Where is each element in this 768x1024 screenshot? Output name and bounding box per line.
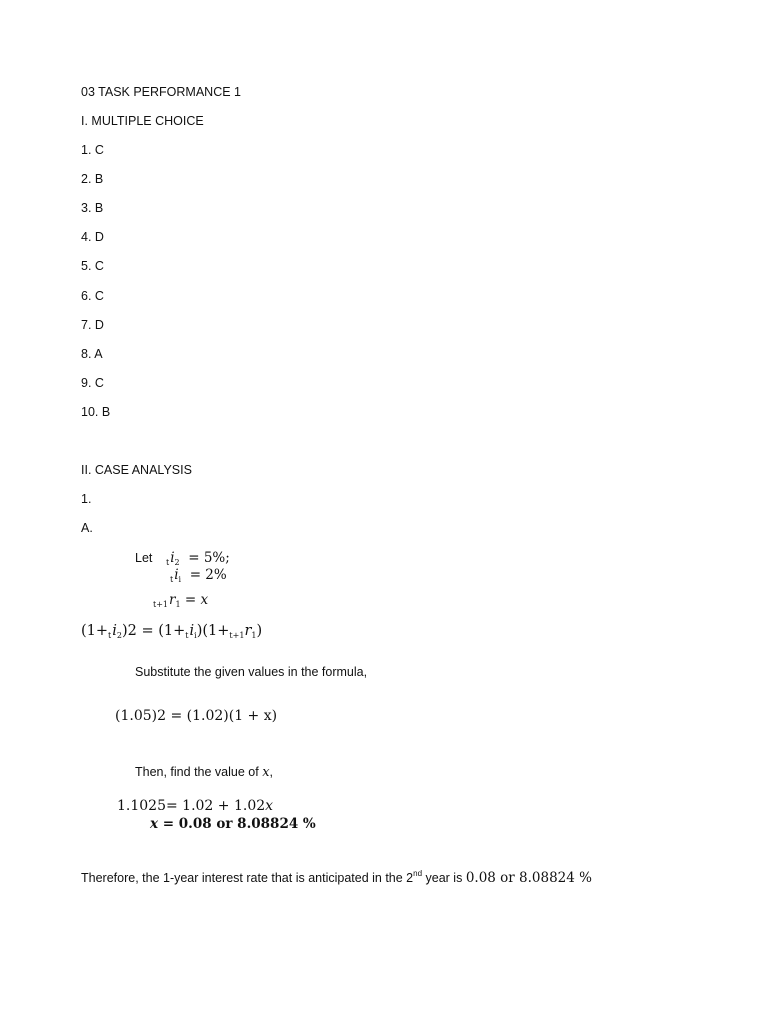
expectations-formula — [81, 623, 262, 641]
substitution-equation: (1.05)2 = (1.02)(1 + x) — [115, 708, 278, 724]
solving-equation — [117, 798, 273, 814]
formula-left-open: (1+ — [81, 623, 109, 639]
ordinal-superscript: nd — [413, 869, 423, 878]
formula-right-close: ) — [256, 623, 263, 639]
conclusion-text: Therefore, the 1-year interest rate that is anticipated in the 2 — [81, 871, 414, 885]
formula-left-close: )2 = (1+ — [122, 623, 186, 639]
answer-item: 3. B — [81, 201, 104, 215]
given-rate-1 — [166, 550, 230, 568]
given-rate-2 — [170, 567, 227, 585]
answer-item: 8. A — [81, 347, 103, 361]
conclusion-middle: year is — [422, 871, 466, 885]
given-forward-rate — [153, 592, 208, 610]
formula-right-prescript: t+1 — [229, 631, 245, 640]
then-comma: , — [269, 765, 274, 779]
solution-result — [150, 816, 316, 832]
then-variable: x — [262, 765, 270, 780]
given-rate-1-variable: i — [170, 550, 175, 566]
given-rate-2-variable: i — [174, 567, 179, 583]
given-rate-1-prescript: t — [166, 558, 170, 567]
formula-left-prescript: t — [108, 631, 112, 640]
conclusion-value: 0.08 or 8.08824 % — [465, 870, 592, 886]
then-text: Then, find the value of — [135, 765, 259, 779]
case-part-label: A. — [81, 521, 93, 535]
answer-item: 9. C — [81, 376, 104, 390]
formula-right-subscript: 1 — [251, 631, 257, 640]
formula-left-variable: i — [112, 623, 117, 639]
answer-item: 2. B — [81, 172, 104, 186]
answer-item: 10. B — [81, 405, 111, 419]
solution-value: = 0.08 or 8.08824 % — [158, 816, 316, 832]
given-rate-1-value: = 5%; — [188, 550, 230, 566]
document-title: 03 TASK PERFORMANCE 1 — [81, 85, 241, 99]
given-forward-rate-variable: r — [169, 592, 176, 608]
solution-variable: x — [150, 816, 159, 832]
formula-mid-close: )(1+ — [196, 623, 230, 639]
given-forward-rate-subscript: 1 — [175, 600, 181, 609]
answer-item: 1. C — [81, 143, 104, 157]
formula-mid-variable: i — [189, 623, 195, 639]
answer-item: 7. D — [81, 318, 104, 332]
let-label: Let — [135, 551, 153, 565]
given-forward-rate-value: = x — [184, 592, 209, 608]
then-instruction — [135, 764, 273, 781]
solving-equation-variable: x — [265, 798, 274, 814]
answer-item: 4. D — [81, 230, 104, 244]
conclusion-sentence — [81, 870, 592, 886]
case-item-number: 1. — [81, 492, 92, 506]
given-rate-2-value: = 2% — [189, 567, 227, 583]
formula-left-subscript: 2 — [116, 631, 122, 640]
formula-mid-subscript: i — [194, 631, 197, 640]
given-rate-1-subscript: 2 — [174, 558, 180, 567]
solving-equation-right: 1.02 + 1.02 — [177, 798, 266, 814]
formula-right-variable: r — [244, 623, 252, 639]
solving-equation-left: 1.1025= — [117, 798, 178, 814]
substitute-instruction: Substitute the given values in the formula, — [135, 665, 368, 679]
given-forward-rate-prescript: t+1 — [153, 600, 169, 609]
answer-item: 6. C — [81, 289, 104, 303]
given-rate-2-prescript: t — [170, 575, 174, 584]
section-heading-case-analysis: II. CASE ANALYSIS — [81, 463, 192, 477]
answer-item: 5. C — [81, 259, 104, 273]
given-rate-2-subscript: i — [178, 575, 182, 584]
section-heading-multiple-choice: I. MULTIPLE CHOICE — [81, 114, 204, 128]
formula-mid-prescript: t — [185, 631, 189, 640]
